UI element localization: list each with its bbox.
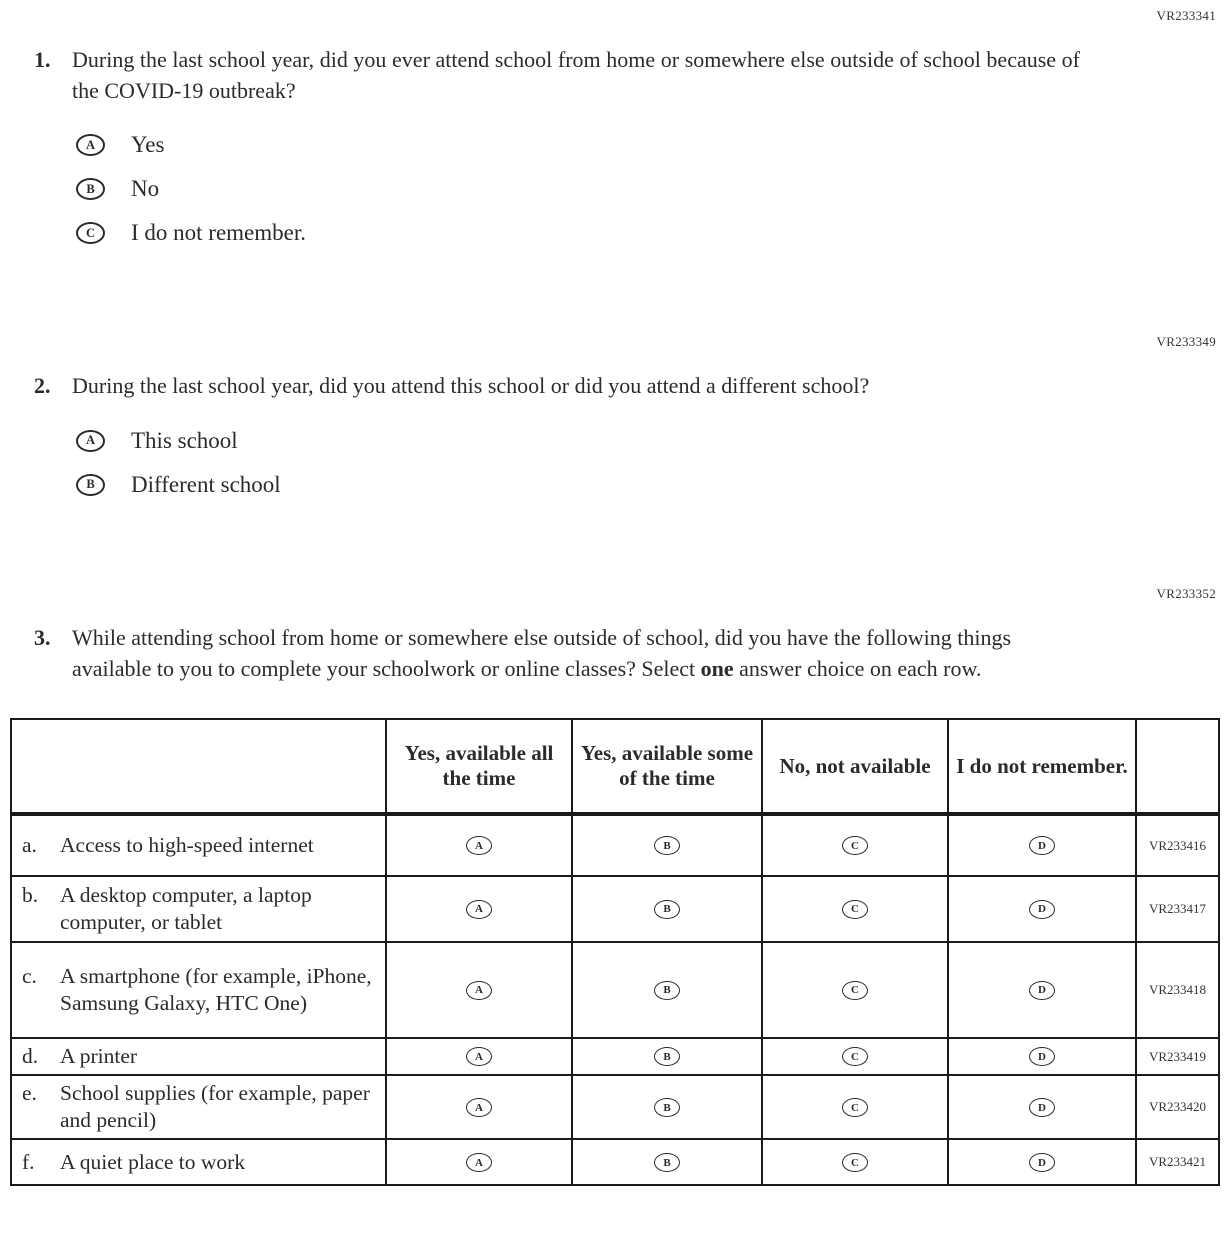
option-label: No [131,176,160,202]
answer-bubble-d[interactable]: D [1029,981,1055,1000]
question-3 [34,622,1080,684]
cell-do-not-remember [948,1038,1136,1075]
answer-bubble-a[interactable]: A [76,430,105,452]
header-empty-item [11,719,386,814]
answer-bubble-c[interactable]: C [76,222,105,244]
answer-bubble-a[interactable]: A [466,1098,492,1117]
row-text: School supplies (for example, paper and pencil) [60,1081,370,1133]
question-number: 1. [34,47,51,72]
question-1 [34,44,1080,106]
cell-no-not-available [762,942,948,1038]
option-row [76,428,1228,454]
answer-bubble-b[interactable]: B [76,474,105,496]
option-label: Yes [131,132,165,158]
option-label: I do not remember. [131,220,307,246]
row-code: VR233418 [1136,942,1219,1038]
cell-no-not-available [762,1075,948,1139]
table-header-row [11,719,1219,814]
answer-bubble-d[interactable]: D [1029,1047,1055,1066]
question-2-options [76,428,1228,498]
row-letter: c. [22,964,37,989]
row-text: A desktop computer, a laptop computer, or tablet [60,883,312,935]
row-letter: f. [22,1149,35,1174]
answer-bubble-a[interactable]: A [466,900,492,919]
table-row [11,1075,1219,1139]
cell-no-not-available [762,1038,948,1075]
answer-bubble-a[interactable]: A [466,981,492,1000]
question-1-options [76,132,1228,246]
header-empty-code [1136,719,1219,814]
row-code: VR233416 [1136,814,1219,876]
column-header-yes-some-time: Yes, available some of the time [572,719,762,814]
cell-no-not-available [762,814,948,876]
row-code: VR233421 [1136,1139,1219,1185]
row-text: A printer [60,1044,138,1069]
answer-bubble-d[interactable]: D [1029,900,1055,919]
question-number: 3. [34,624,51,650]
table-row [11,942,1219,1038]
cell-yes-some-time [572,814,762,876]
row-letter: e. [22,1081,37,1106]
column-header-do-not-remember: I do not remember. [948,719,1136,814]
cell-do-not-remember [948,1139,1136,1185]
cell-yes-all-time [386,1139,572,1185]
cell-yes-all-time [386,814,572,876]
option-label: Different school [131,471,281,497]
cell-do-not-remember [948,942,1136,1038]
answer-bubble-b[interactable]: B [654,900,680,919]
answer-bubble-b[interactable]: B [654,1098,680,1117]
table-row [11,814,1219,876]
question-text-bold: one [700,655,734,681]
question-number: 2. [34,373,51,399]
question-code: VR233352 [1156,585,1216,601]
row-code: VR233417 [1136,876,1219,942]
cell-do-not-remember [948,814,1136,876]
cell-yes-all-time [386,942,572,1038]
answer-bubble-a[interactable]: A [466,836,492,855]
row-item [11,876,386,942]
cell-no-not-available [762,876,948,942]
answer-bubble-d[interactable]: D [1029,1153,1055,1172]
answer-bubble-a[interactable]: A [466,1153,492,1172]
answer-bubble-b[interactable]: B [654,1153,680,1172]
cell-yes-some-time [572,1139,762,1185]
cell-do-not-remember [948,1075,1136,1139]
table-row [11,876,1219,942]
answer-bubble-c[interactable]: C [842,981,868,1000]
answer-bubble-a[interactable]: A [76,134,105,156]
answer-bubble-b[interactable]: B [654,981,680,1000]
availability-table [10,718,1220,1186]
answer-bubble-d[interactable]: D [1029,836,1055,855]
table-row [11,1139,1219,1185]
cell-yes-all-time [386,1038,572,1075]
question-text: During the last school year, did you attend this school or did you attend a different school? [72,373,870,399]
row-text: A smartphone (for example, iPhone, Samsung Galaxy, HTC One) [60,964,372,1016]
row-code: VR233419 [1136,1038,1219,1075]
question-text-part1: While attending school from home or somewhere else outside of school, did you have the following things available to you to complete your schoolwork or online classes? Select [72,624,1012,681]
cell-yes-some-time [572,942,762,1038]
cell-no-not-available [762,1139,948,1185]
answer-bubble-a[interactable]: A [466,1047,492,1066]
answer-bubble-b[interactable]: B [654,1047,680,1066]
answer-bubble-c[interactable]: C [842,1153,868,1172]
cell-do-not-remember [948,876,1136,942]
cell-yes-all-time [386,876,572,942]
option-row [76,132,1228,158]
row-letter: a. [22,833,37,858]
cell-yes-some-time [572,876,762,942]
row-item [11,1038,386,1075]
row-item [11,814,386,876]
question-code: VR233349 [1156,334,1216,350]
row-item [11,942,386,1038]
cell-yes-some-time [572,1038,762,1075]
cell-yes-all-time [386,1075,572,1139]
question-2 [34,370,1080,401]
column-header-no-not-available: No, not available [762,719,948,814]
option-row [76,220,1228,246]
answer-bubble-c[interactable]: C [842,1098,868,1117]
row-letter: d. [22,1044,39,1069]
row-text: Access to high-speed internet [60,833,314,858]
answer-bubble-c[interactable]: C [842,900,868,919]
option-row [76,176,1228,202]
row-text: A quiet place to work [60,1149,246,1174]
option-row [76,472,1228,498]
question-text [72,622,1080,684]
cell-yes-some-time [572,1075,762,1139]
question-code: VR233341 [1156,8,1216,23]
row-code: VR233420 [1136,1075,1219,1139]
answer-bubble-c[interactable]: C [842,836,868,855]
table-row [11,1038,1219,1075]
answer-bubble-d[interactable]: D [1029,1098,1055,1117]
answer-bubble-b[interactable]: B [76,178,105,200]
row-letter: b. [22,883,39,908]
row-item [11,1075,386,1139]
column-header-yes-all-time: Yes, available all the time [386,719,572,814]
question-text-part2: answer choice on each row. [733,655,982,681]
option-label: This school [131,427,238,453]
answer-bubble-b[interactable]: B [654,836,680,855]
question-text: During the last school year, did you ever attend school from home or somewhere else outside of school because of the COVID-19 outbreak? [72,47,1080,104]
answer-bubble-c[interactable]: C [842,1047,868,1066]
row-item [11,1139,386,1185]
